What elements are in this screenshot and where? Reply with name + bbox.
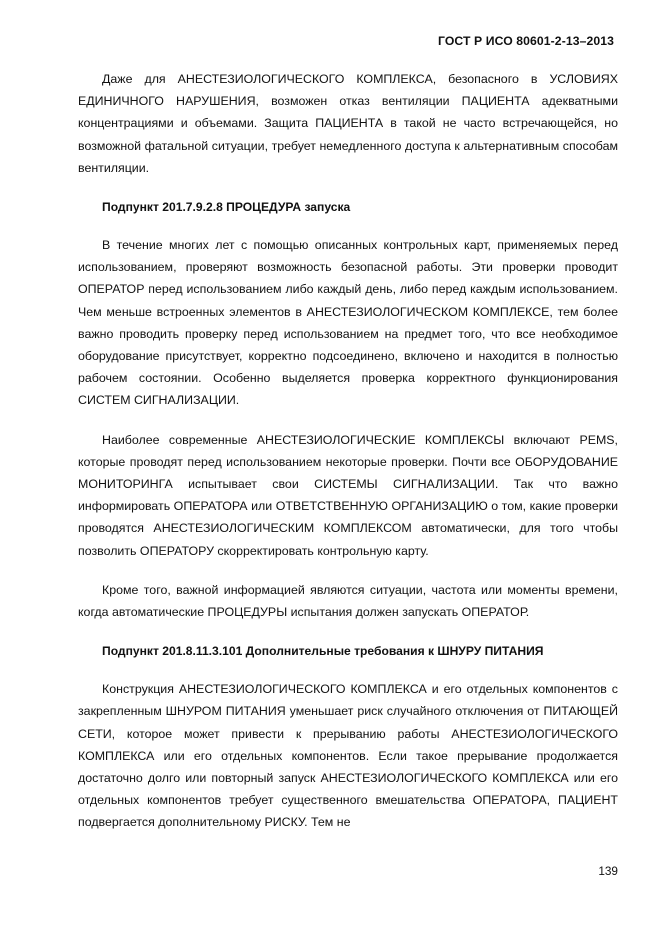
document-body: [78, 68, 618, 834]
paragraph-automatic-procedures: Кроме того, важной информацией являются ситуации, частота или моменты времени, когда автоматические ПРОЦЕДУРЫ испытания должен запускать ОПЕРАТОР.: [78, 582, 618, 620]
paragraph-anesthesia-ventilation-failure: Даже для АНЕСТЕЗИОЛОГИЧЕСКОГО КОМПЛЕКСА, безопасного в УСЛОВИЯХ ЕДИНИЧНОГО НАРУШЕНИЯ, возможен отказ вентиляции ПАЦИЕНТА адекватными концентрациями и объемами. Защита ПАЦИЕНТА в такой не часто встречающейся, но возможной фатальной ситуации, требует немедленного доступа к альтернативным способам вентиляции.: [78, 72, 618, 175]
paragraph-power-cord-design: Конструкция АНЕСТЕЗИОЛОГИЧЕСКОГО КОМПЛЕКСА и его отдельных компонентов с закрепленным ШНУРОМ ПИТАНИЯ уменьшает риск случайного отключения от ПИТАЮЩЕЙ СЕТИ, которое может привести к прерыванию работы АНЕСТЕЗИОЛОГИЧЕСКОГО КОМПЛЕКСА или его отдельных компонентов. Если такое прерывание продолжается достаточно долго или повторный запуск АНЕСТЕЗИОЛОГИЧЕСКОГО КОМПЛЕКСА или его отдельных компонентов требует существенного вмешательства ОПЕРАТОРА, ПАЦИЕНТ подвергается дополнительному РИСКУ. Тем не: [78, 682, 618, 830]
paragraph-checklists: В течение многих лет с помощью описанных контрольных карт, применяемых перед использованием, проверяют возможность безопасной работы. Эти проверки проводит ОПЕРАТОР перед использованием либо каждый день, либо перед каждым использованием. Чем меньше встроенных элементов в АНЕСТЕЗИОЛОГИЧЕСКОМ КОМПЛЕКСЕ, тем более важно проводить проверку перед использованием на предмет того, что все необходимое оборудование присутствует, корректно подсоединено, включено и находится в полностью рабочем состоянии. Особенно выделяется проверка корректного функционирования СИСТЕМ СИГНАЛИЗАЦИИ.: [78, 238, 618, 408]
paragraph-pems-checks: Наиболее современные АНЕСТЕЗИОЛОГИЧЕСКИЕ КОМПЛЕКСЫ включают PEMS, которые проводят перед использованием некоторые проверки. Почти все ОБОРУДОВАНИЕ МОНИТОРИНГА испытывает свои СИСТЕМЫ СИГНАЛИЗАЦИИ. Так что важно информировать ОПЕРАТОРА или ОТВЕТСТВЕННУЮ ОРГАНИЗАЦИЮ о том, какие проверки проводятся АНЕСТЕЗИОЛОГИЧЕСКИМ КОМПЛЕКСОМ автоматически, для того чтобы позволить ОПЕРАТОРУ скорректировать контрольную карту.: [78, 432, 618, 558]
page-number: 139: [598, 864, 618, 878]
subheading-power-cord-requirements: Подпункт 201.8.11.3.101 Дополнительные требования к ШНУРУ ПИТАНИЯ: [102, 644, 544, 659]
document-header-standard-code: ГОСТ Р ИСО 80601-2-13–2013: [437, 34, 614, 48]
subheading-startup-procedure: Подпункт 201.7.9.2.8 ПРОЦЕДУРА запуска: [102, 200, 351, 215]
